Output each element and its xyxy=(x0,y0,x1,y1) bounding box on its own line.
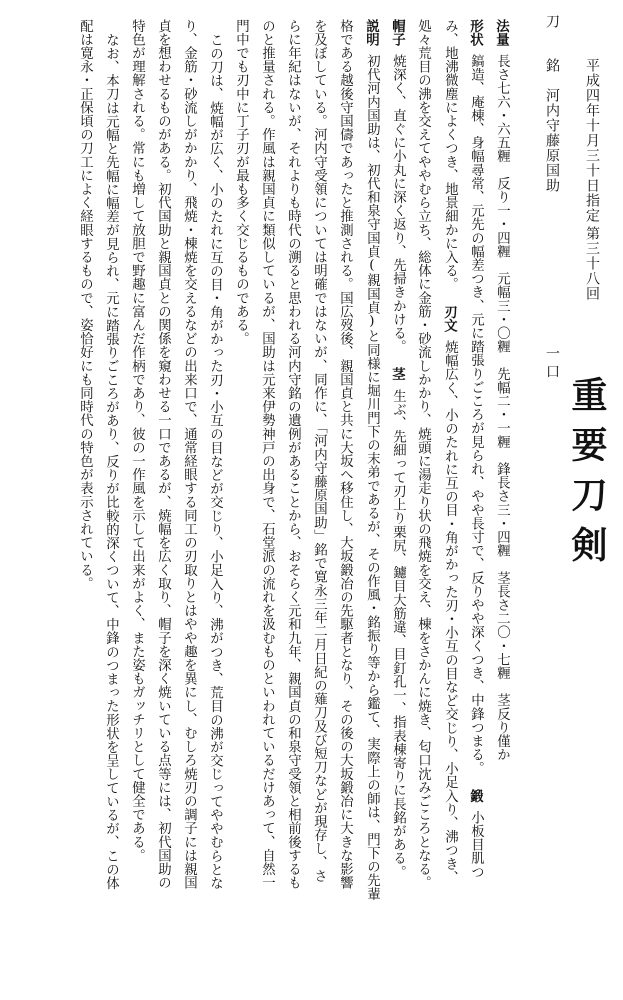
item-inscription: 銘 河内守藤原国助 xyxy=(544,58,560,193)
text-column xyxy=(364,19,378,901)
text-column xyxy=(442,19,456,884)
item-count: 一口 xyxy=(544,346,560,382)
section-label: 形状 xyxy=(467,19,484,47)
column-text: を及ぼしている。河内守受領については明確ではないが、同作に、「河内守藤原国助」銘で寛永三年二月日紀の薙刀及び短刀などが現存し、さ xyxy=(311,19,327,883)
designation-date: 平成四年十月三十日指定 xyxy=(584,58,600,223)
column-text: のと推量される。作風は親国貞に類似しているが、国助は元来伊勢神戸の出身で、石堂派の流れを汲むものといわれているだけあって、自然一 xyxy=(259,19,275,890)
column-text: この刀は、焼幅が広く、小のたれに互の目・角がかった刃・小互の目などが交じり、小足入り、沸がつき、荒目の沸が交じってややむらとな xyxy=(207,33,223,890)
issue-number: 第三十八回 xyxy=(584,226,600,301)
column-text: 焼深く、直ぐに小丸に深く返り、先掃きかける。 xyxy=(390,54,406,354)
column-text: 生ぶ、先細って刃上り栗尻、鑢目大筋違、目釘孔一、指表棟寄りに長銘がある。 xyxy=(390,389,406,879)
text-column xyxy=(130,19,143,862)
column-text: 特色が理解される。常にも増して放胆で野趣に富んだ作柄であり、彼の一作風を示して出来がよく、また姿もガッチリとして健全である。 xyxy=(129,19,145,863)
collection-title: 重要刀剣 xyxy=(566,376,608,576)
column-text: 門中でも刃中に丁子刃が最も多く交じるものである。 xyxy=(233,19,249,346)
text-column xyxy=(338,19,351,889)
column-text: 貞を想わせるものがある。初代国助と親国貞との関係を窺わせる一口であるが、焼幅を広く取り、帽子を深く焼いている点等には、初代国助の xyxy=(155,19,171,890)
section-label: 帽子 xyxy=(389,19,406,47)
column-text: 小板目肌つ xyxy=(468,810,484,879)
column-text: み、地沸微塵によくつき、地景細かに入る。 xyxy=(442,19,458,291)
text-column xyxy=(312,19,325,883)
text-column xyxy=(156,19,169,889)
text-column xyxy=(182,19,195,889)
text-column xyxy=(390,19,404,879)
section-label: 法量 xyxy=(493,19,510,47)
column-text: 初代河内国助は、初代和泉守国貞(親国貞)と同様に堀川門下の末弟であるが、その作風・銘振り等から鑑て、実際上の師は、門下の先輩 xyxy=(364,54,380,901)
section-label: 茎 xyxy=(389,367,406,382)
text-column xyxy=(286,19,299,889)
column-text: 長さ七六・六五糎 反り一・四糎 元幅三・〇糎 先幅二・一糎 鋒長さ三・四糎 茎長さ二〇・七糎 茎反り僅か xyxy=(494,54,510,762)
text-column xyxy=(104,33,117,890)
column-text: 処々荒目の沸を交えてややむら立ち、総体に金筋・砂流しかかり、焼頭に湯走り状の飛焼を交え、棟をさかんに焼き、匂口沈みごころとなる。 xyxy=(415,19,431,890)
text-column xyxy=(208,33,221,890)
column-text: らに年紀はないが、それよりも時代の溯ると思われる河内守銘の遺例があることから、おそらく元和九年、親国貞の和泉守受領と相前後するも xyxy=(285,19,301,890)
section-label: 説明 xyxy=(363,19,380,47)
text-column xyxy=(494,19,508,761)
text-column xyxy=(260,19,273,889)
section-label: 鍛 xyxy=(467,789,484,803)
text-column xyxy=(416,19,429,889)
text-column xyxy=(468,19,482,879)
column-text: 格である越後守国儔であったと推測される。国広歿後、親国貞と共に大坂へ移住し、大坂鍛冶の先駆者となり、その後の大坂鍛冶に大きな影響 xyxy=(337,19,353,890)
column-text: 焼幅広く、小のたれに互の目・角がかった刃・小互の目など交じり、小足入り、沸つき、 xyxy=(442,340,458,885)
column-text: 配は寛永・正保頃の刀工によく経眼するもので、姿恰好にも同時代の特色が表示されている。 xyxy=(77,19,93,591)
column-text: なお、本刀は元幅と先幅に幅差が見られ、元に踏張りごころがあり、反りが比較的深くついて、中鋒のつまった形状を呈しているが、この体 xyxy=(103,33,119,890)
text-column xyxy=(78,19,91,590)
column-text: り、金筋・砂流しがかかり、飛焼・棟焼を交えるなどの出来口で、通常経眼する同工の刃取りとはやや趣を異にし、むしろ焼刃の調子には親国 xyxy=(181,19,197,890)
item-type: 刀 xyxy=(544,14,560,29)
column-text: 鎬造、庵棟、身幅尋常、元先の幅差つき、元に踏張りごころが見られ、やや長寸で、反りやや深くつき、中鋒つまる。 xyxy=(468,54,484,776)
text-column xyxy=(234,19,247,345)
section-label: 刃文 xyxy=(441,305,458,333)
